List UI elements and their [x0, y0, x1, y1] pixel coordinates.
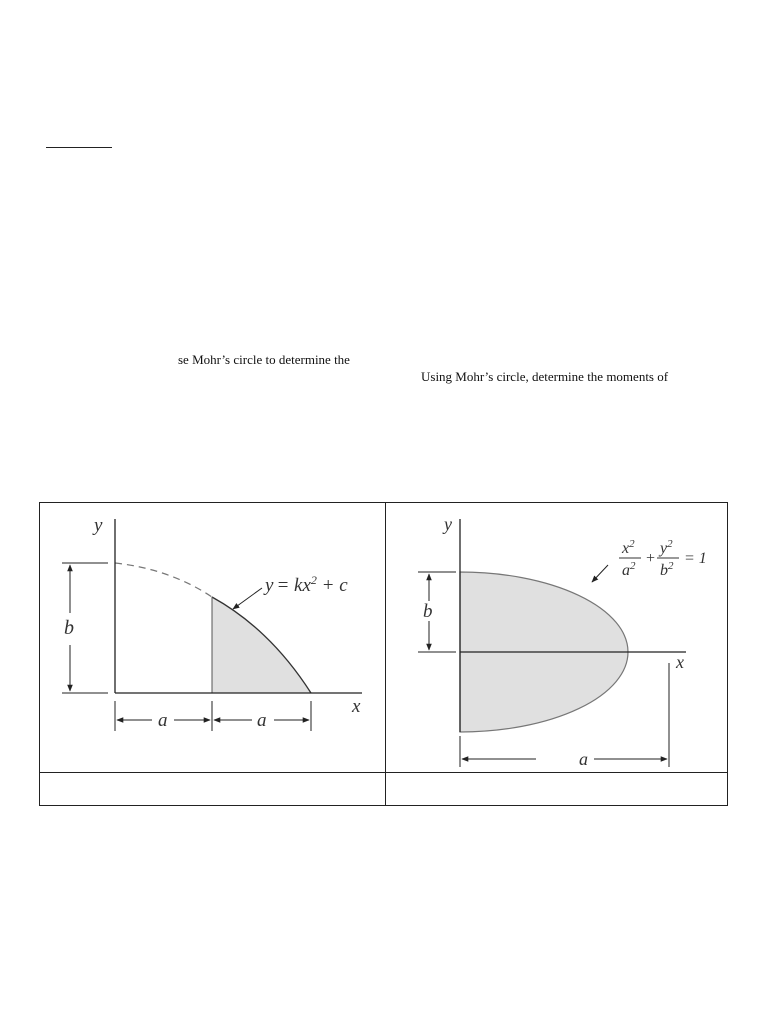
caption-left — [40, 773, 385, 805]
parabolic-area-diagram — [40, 503, 385, 772]
eq-den-b: $b^2$ — [660, 560, 674, 579]
dim-b-label: b — [423, 601, 433, 622]
parabola-equation: $y = kx^2 + c$ — [265, 573, 348, 596]
equation-leader-arrow — [233, 588, 262, 609]
x-axis-label: x — [352, 696, 361, 717]
figure-semi-ellipse — [386, 503, 727, 772]
dim-a2-label: a — [257, 710, 267, 731]
figure-parabolic-area — [40, 503, 385, 772]
shaded-region — [212, 597, 311, 693]
ellipse-equation — [619, 538, 707, 579]
eq-plus: + — [645, 550, 656, 567]
eq-num-x: $x^2$ — [622, 538, 635, 557]
dim-b-label: b — [64, 617, 74, 639]
x-axis-label: x — [676, 652, 684, 672]
semi-ellipse-diagram — [386, 503, 727, 772]
eq-den-a: $a^2$ — [622, 560, 636, 579]
problem-text-fragment-1: se Mohr’s circle to determine the — [178, 352, 350, 367]
parabola-dashed — [115, 563, 212, 597]
problem-text-fragment-2: Using Mohr’s circle, determine the moments of — [421, 369, 669, 384]
caption-right — [386, 773, 727, 805]
y-axis-label: y — [444, 514, 452, 534]
eq-rhs: = 1 — [684, 550, 707, 567]
dim-a-label: a — [579, 749, 588, 769]
equation-leader-arrow — [592, 565, 608, 582]
separator-rule — [46, 147, 112, 148]
y-axis-label: y — [94, 515, 103, 536]
eq-num-y: $y^2$ — [660, 538, 673, 557]
figure-table — [39, 502, 728, 806]
dim-a1-label: a — [158, 710, 168, 731]
